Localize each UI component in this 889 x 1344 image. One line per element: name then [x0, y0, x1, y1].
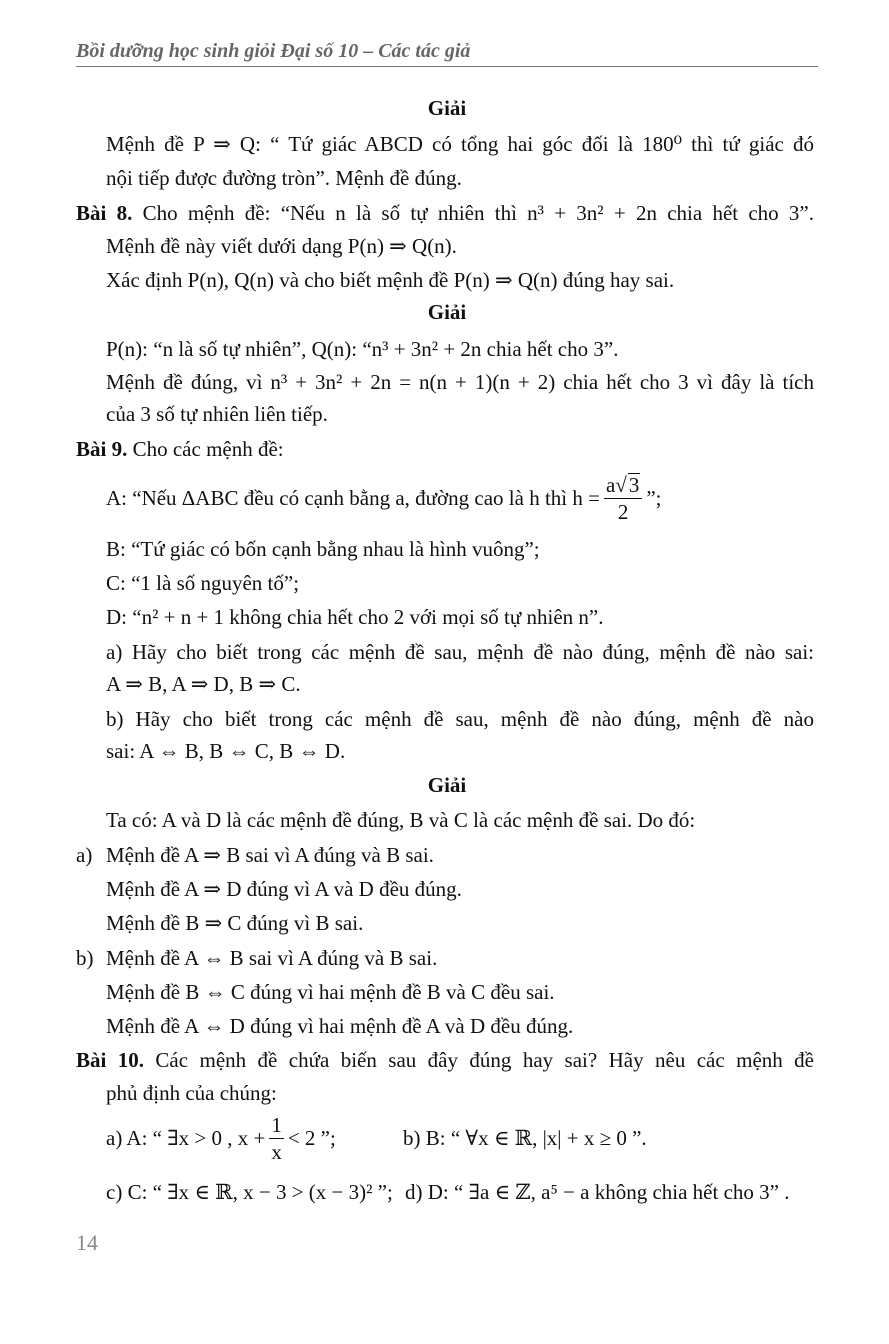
exercise-label: Bài 10.: [76, 1048, 145, 1072]
proposition-a-pre: a) A: “ ∃x > 0 , x +: [106, 1126, 266, 1150]
statement-A: [106, 470, 661, 526]
running-header: [76, 40, 818, 67]
text-line: Mệnh đề B ⇔ C đúng vì hai mệnh đề B và C đều sai.: [106, 980, 555, 1004]
sqrt-radicand: 3: [628, 472, 640, 497]
question-a: a) Hãy cho biết trong các mệnh đề sau, mệnh đề nào đúng, mệnh đề nào sai:: [106, 640, 814, 664]
exercise-text: Cho các mệnh đề:: [127, 437, 284, 461]
text-line: của 3 số tự nhiên liên tiếp.: [106, 402, 328, 426]
solution-heading: Giải: [427, 300, 467, 324]
question-a-cont: A ⇒ B, A ⇒ D, B ⇒ C.: [106, 672, 301, 696]
text-line: Mệnh đề B ⇒ C đúng vì B sai.: [106, 911, 364, 935]
solution-heading: Giải: [427, 96, 467, 120]
fraction-numerator: a√3: [604, 472, 642, 499]
list-marker: a): [76, 843, 93, 867]
exercise-10-statement: [76, 1046, 814, 1074]
list-marker: b): [76, 946, 94, 970]
proposition-d: d) D: “ ∃a ∈ ℤ, a⁵ − a không chia hết cho 3” .: [405, 1180, 790, 1204]
text-line: Mệnh đề đúng, vì n³ + 3n² + 2n = n(n + 1)(n + 2) chia hết cho 3 vì đây là tích: [106, 370, 814, 394]
question-b-cont: sai: A ⇔ B, B ⇔ C, B ⇔ D.: [106, 739, 346, 763]
text-line: Mệnh đề A ⇔ B sai vì A đúng và B sai.: [106, 946, 438, 970]
statement-A-text: A: “Nếu ΔABC đều có cạnh bằng a, đường cao là h thì h =: [106, 486, 600, 510]
fraction-denominator: x: [271, 1139, 282, 1164]
exercise-text: Cho mệnh đề: “Nếu n là số tự nhiên thì n³ + 3n² + 2n chia hết cho 3”.: [132, 201, 815, 225]
exercise-8-statement: [76, 199, 814, 227]
statement-C: C: “1 là số nguyên tố”;: [106, 571, 300, 595]
statement-D: D: “n² + n + 1 không chia hết cho 2 với mọi số tự nhiên n”.: [106, 605, 604, 629]
proposition-b: b) B: “ ∀x ∈ ℝ, |x| + x ≥ 0 ”.: [403, 1126, 647, 1150]
fraction: [269, 1112, 284, 1165]
text-line: Mệnh đề A ⇒ D đúng vì A và D đều đúng.: [106, 877, 462, 901]
exercise-label: Bài 8.: [76, 201, 133, 225]
fraction: [604, 472, 642, 525]
statement-B: B: “Tứ giác có bốn cạnh bằng nhau là hình vuông”;: [106, 537, 540, 561]
proposition-c: c) C: “ ∃x ∈ ℝ, x − 3 > (x − 3)² ”;: [106, 1180, 393, 1204]
text-line: nội tiếp được đường tròn”. Mệnh đề đúng.: [106, 166, 462, 190]
text-line: Xác định P(n), Q(n) và cho biết mệnh đề P(n) ⇒ Q(n) đúng hay sai.: [106, 268, 675, 292]
text-line: Mệnh đề A ⇒ B sai vì A đúng và B sai.: [106, 843, 434, 867]
fraction-denominator: 2: [617, 499, 629, 524]
statement-A-end: ”;: [646, 486, 662, 510]
header-title: Bồi dưỡng học sinh giỏi Đại số 10 – Các tác giả: [76, 40, 471, 62]
proposition-a-post: < 2 ”;: [287, 1126, 336, 1150]
text-line: Mệnh đề A ⇔ D đúng vì hai mệnh đề A và D đều đúng.: [106, 1014, 574, 1038]
text-line: Ta có: A và D là các mệnh đề đúng, B và C là các mệnh đề sai. Do đó:: [106, 808, 696, 832]
text-line: Mệnh đề này viết dưới dạng P(n) ⇒ Q(n).: [106, 234, 457, 258]
page-number: 14: [76, 1230, 98, 1255]
text-line: phủ định của chúng:: [106, 1081, 277, 1105]
fraction-numerator: 1: [271, 1112, 282, 1137]
numerator-var: a: [605, 472, 616, 497]
text-line: Mệnh đề P ⇒ Q: “ Tứ giác ABCD có tổng hai góc đối là 180⁰ thì tứ giác đó: [106, 132, 814, 156]
solution-heading: Giải: [427, 773, 467, 797]
proposition-a: [106, 1110, 336, 1166]
text-line: P(n): “n là số tự nhiên”, Q(n): “n³ + 3n² + 2n chia hết cho 3”.: [106, 337, 619, 361]
exercise-label: Bài 9.: [76, 437, 128, 461]
exercise-9-statement: [76, 435, 284, 463]
question-b: b) Hãy cho biết trong các mệnh đề sau, mệnh đề nào đúng, mệnh đề nào: [106, 707, 814, 731]
exercise-text: Các mệnh đề chứa biến sau đây đúng hay sai? Hãy nêu các mệnh đề: [144, 1048, 814, 1072]
